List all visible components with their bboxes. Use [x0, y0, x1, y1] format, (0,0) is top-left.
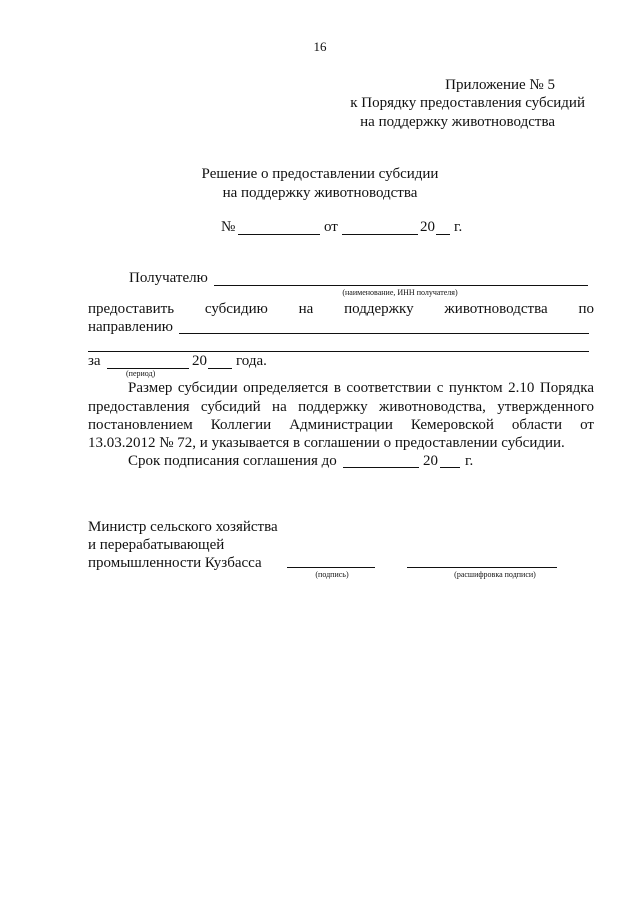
appendix-line-1: Приложение № 5	[445, 77, 555, 93]
word: пунктом	[448, 380, 503, 396]
word: постановлением	[88, 417, 193, 433]
word: от	[580, 417, 594, 433]
deadline-date-blank	[343, 467, 419, 468]
word: в	[333, 380, 341, 396]
number-sign: №	[221, 219, 236, 235]
number-blank	[238, 234, 320, 235]
ot-label: от	[324, 219, 338, 235]
year-suffix: г.	[454, 219, 463, 235]
page-number: 16	[313, 39, 327, 54]
paragraph-line-3	[88, 416, 594, 434]
deadline-text: Срок подписания соглашения до	[128, 453, 337, 469]
word: с	[436, 380, 444, 396]
word: Порядка	[539, 380, 594, 396]
word: животноводства,	[378, 399, 486, 415]
word: поддержку	[344, 301, 414, 317]
signatory-line-1: Министр сельского хозяйства	[88, 519, 278, 535]
year-prefix: 20	[420, 219, 435, 235]
title-line-1: Решение о предоставлении субсидии	[201, 166, 439, 182]
word: 2.10	[508, 380, 535, 396]
appendix-line-3: на поддержку животноводства	[360, 114, 555, 130]
direction-label: направлению	[88, 319, 173, 335]
word: на	[298, 301, 314, 317]
period-year-blank	[208, 368, 232, 369]
year-blank	[436, 234, 450, 235]
decode-blank	[407, 567, 557, 568]
signatory-line-2: и перерабатывающей	[88, 537, 225, 553]
recipient-blank	[214, 285, 588, 286]
word: соответствии	[346, 380, 432, 396]
direction-blank-2	[88, 351, 589, 352]
word: предоставления	[88, 399, 190, 415]
date-blank	[342, 234, 418, 235]
word: утвержденного	[497, 399, 594, 415]
signature-blank	[287, 567, 375, 568]
decode-caption: (расшифровка подписи)	[454, 570, 536, 579]
provide-line	[88, 300, 594, 318]
signature-caption: (подпись)	[315, 570, 349, 579]
word: субсидию	[204, 301, 268, 317]
paragraph-line-1	[128, 379, 594, 397]
word: поддержку	[298, 399, 368, 415]
za-label: за	[88, 353, 101, 369]
word: Размер	[128, 380, 173, 396]
title-line-2: на поддержку животноводства	[222, 185, 418, 201]
word: определяется	[243, 380, 329, 396]
word: Коллегии	[210, 417, 272, 433]
paragraph-line-2	[88, 398, 594, 416]
deadline-year-blank	[440, 467, 460, 468]
word: на	[272, 399, 287, 415]
deadline-year-suffix: г.	[465, 453, 474, 469]
goda-label: года.	[236, 353, 267, 369]
word: по	[578, 301, 594, 317]
recipient-label: Получателю	[129, 270, 208, 286]
word: предоставить	[88, 301, 175, 317]
deadline-year-prefix: 20	[423, 453, 438, 469]
period-year-prefix: 20	[192, 353, 207, 369]
word: субсидий	[200, 399, 261, 415]
word: Администрации	[289, 417, 393, 433]
direction-blank	[179, 333, 589, 334]
appendix-line-2: к Порядку предоставления субсидий	[350, 95, 585, 111]
word: Кемеровской	[410, 417, 494, 433]
word: субсидии	[177, 380, 238, 396]
word: области	[511, 417, 563, 433]
period-caption: (период)	[126, 369, 156, 378]
recipient-caption: (наименование, ИНН получателя)	[342, 288, 458, 297]
paragraph-line-4: 13.03.2012 № 72, и указывается в соглашении о предоставлении субсидии.	[88, 435, 565, 451]
signatory-line-3: промышленности Кузбасса	[88, 555, 262, 571]
word: животноводства	[444, 301, 548, 317]
